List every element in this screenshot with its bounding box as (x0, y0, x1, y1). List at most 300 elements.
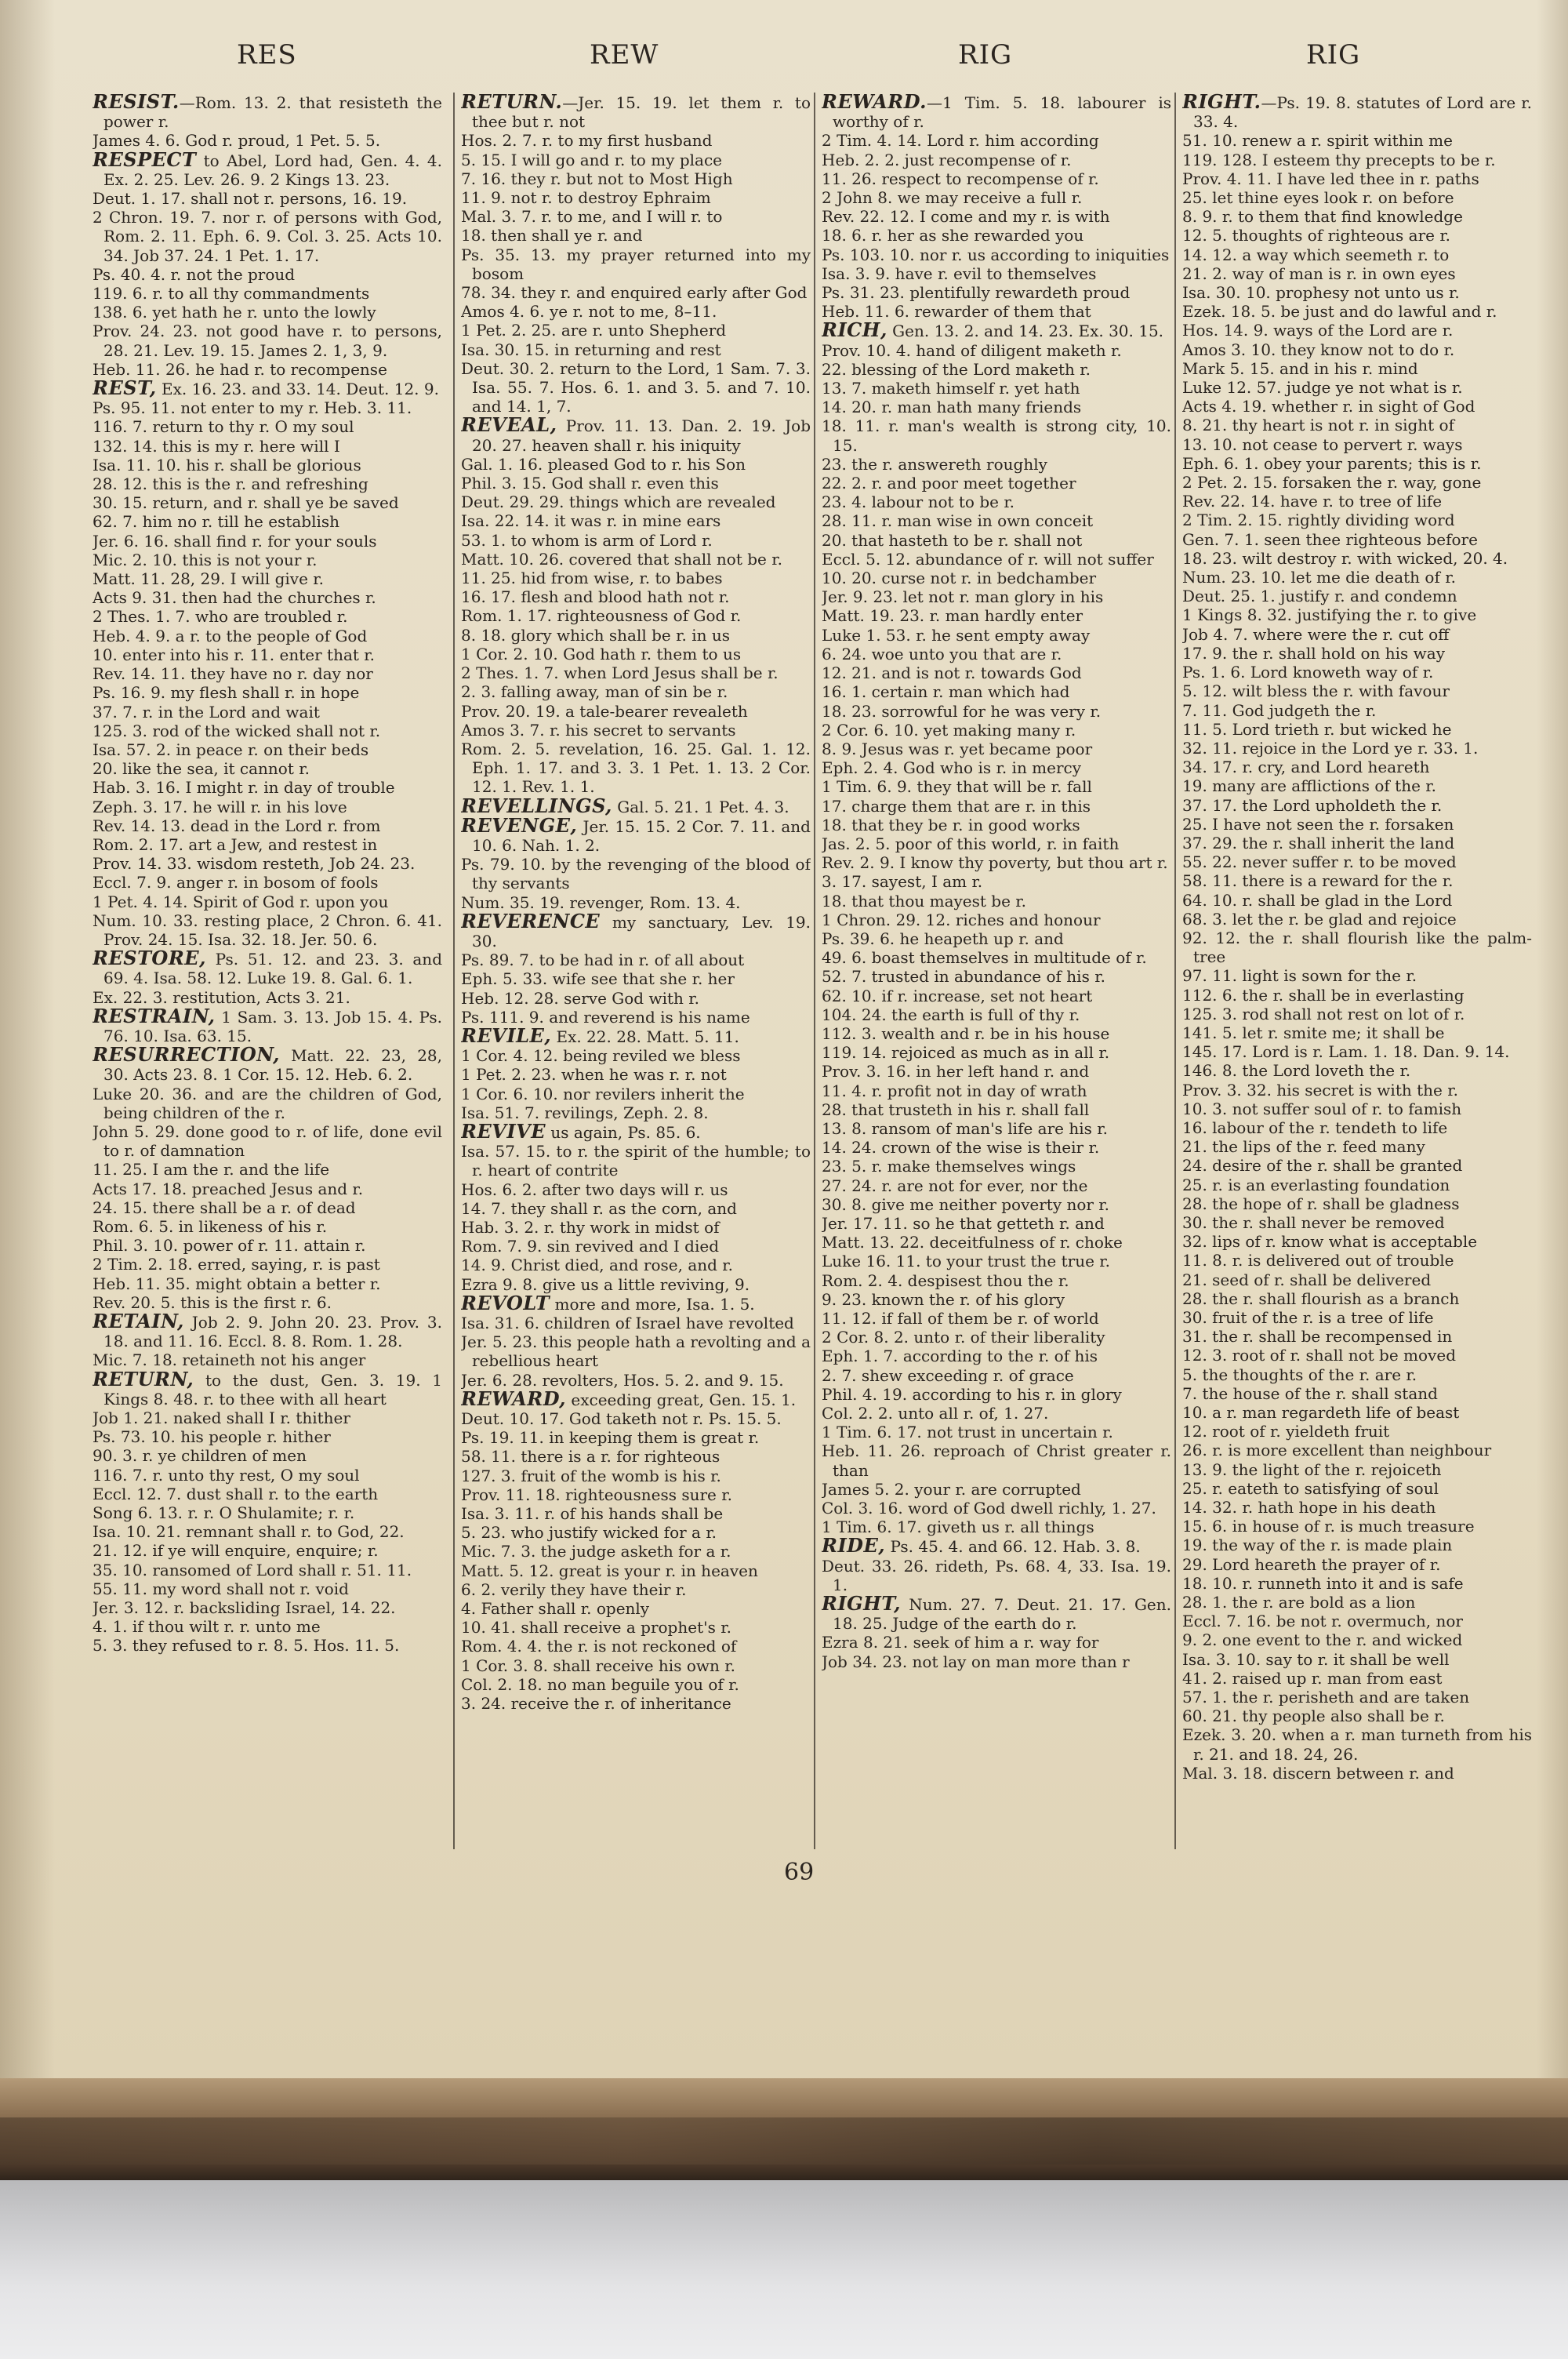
entry-text: Heb. 12. 28. serve God with r. (461, 988, 699, 1008)
entry-text: 11. 25. I am the r. and the life (93, 1160, 330, 1180)
reference-line (1182, 776, 1532, 795)
entry-text: 18. that they be r. in good works (822, 815, 1080, 834)
reference-line (822, 1633, 1171, 1652)
headword: RESTRAIN, (93, 1004, 216, 1027)
reference-line (822, 169, 1171, 188)
reference-line (1182, 891, 1532, 910)
entry-text: Ex. 22. 28. Matt. 5. 11. (551, 1027, 739, 1046)
entry-text: 119. 6. r. to all thy commandments (93, 284, 370, 304)
entry-text: Jas. 2. 5. poor of this world, r. in faith (822, 834, 1120, 853)
entry-text: 14. 9. Christ died, and rose, and r. (461, 1256, 734, 1275)
reference-line (1182, 302, 1532, 321)
reference-line (1182, 1176, 1532, 1194)
entry-text: Rom. 2. 4. despisest thou the r. (822, 1270, 1069, 1290)
entry-text: Prov. 4. 11. I have led thee in r. paths (1182, 169, 1479, 188)
entry-text: Eccl. 7. 16. be not r. overmuch, nor (1182, 1612, 1463, 1631)
entry-text: 21. 2. way of man is r. in own eyes (1182, 264, 1456, 283)
entry-text: 2 Tim. 2. 18. erred, saying, r. is past (93, 1255, 380, 1274)
entry-text: 6. 2. verily they have their r. (461, 1579, 687, 1599)
reference-line (93, 189, 442, 208)
reference-line (822, 188, 1171, 207)
reference-line (822, 1233, 1171, 1252)
entry-text: Rom. 1. 17. righteousness of God r. (461, 606, 742, 626)
entry-text: 11. 8. r. is delivered out of trouble (1182, 1251, 1454, 1270)
entry-text: Luke 16. 11. to your trust the true r. (822, 1252, 1111, 1271)
entry-text: 18. 11. r. man's wealth is strong city, 10. 15. (822, 416, 1171, 455)
reference-line (1182, 1194, 1532, 1213)
entry-text: 14. 20. r. man hath many friends (822, 398, 1082, 417)
reference-line (1182, 226, 1532, 245)
reference-line (461, 645, 811, 663)
reference-line (461, 188, 811, 207)
reference-line (461, 226, 811, 245)
entry-text: Ezek. 18. 5. be just and do lawful and r. (1182, 302, 1497, 322)
reference-line (461, 1467, 811, 1485)
entry-text: 90. 3. r. ye children of men (93, 1446, 307, 1466)
reference-line (461, 302, 811, 321)
reference-line (93, 607, 442, 626)
reference-line (1182, 1725, 1532, 1763)
entry-text: Isa. 57. 2. in peace r. on their beds (93, 740, 369, 759)
reference-line (93, 873, 442, 892)
entry-text: 62. 7. him no r. till he establish (93, 512, 340, 532)
entry-text: 10. 20. curse not r. in bedchamber (822, 569, 1097, 588)
reference-line (1182, 1403, 1532, 1422)
entry-text: Matt. 22. 23, 28, 30. Acts 23. 8. 1 Cor. 15. 12. Heb. 6. 2. (103, 1046, 442, 1085)
entry-text: 132. 14. this is my r. here will I (93, 436, 340, 456)
reference-line (461, 1085, 811, 1103)
entry-text: Ex. 16. 23. and 33. 14. Deut. 12. 9. (156, 380, 439, 399)
reference-line (822, 474, 1171, 493)
reference-line (822, 740, 1171, 758)
entry-text: 1 Chron. 29. 12. riches and honour (822, 910, 1101, 929)
entry-text: 7. 16. they r. but not to Most High (461, 169, 733, 188)
reference-line (461, 989, 811, 1008)
entry-text: Ps. 16. 9. my flesh shall r. in hope (93, 683, 360, 703)
entry-text: 25. r. is an everlasting foundation (1182, 1175, 1450, 1194)
entry-text: 119. 128. I esteem thy precepts to be r. (1182, 150, 1496, 169)
reference-line (1182, 568, 1532, 587)
reference-line (461, 1580, 811, 1599)
reference-line (93, 417, 442, 436)
entry-text: 24. desire of the r. shall be granted (1182, 1156, 1463, 1176)
entry-text: Ex. 22. 3. restitution, Acts 3. 21. (93, 987, 350, 1007)
entry-text: 64. 10. r. shall be glad in the Lord (1182, 890, 1453, 910)
entry-text: 19. many are afflictions of the r. (1182, 776, 1437, 796)
reference-line (93, 1180, 442, 1198)
headword: RIDE, (822, 1534, 886, 1558)
column-rule (453, 93, 455, 1849)
entry-text: 116. 7. return to thy r. O my soul (93, 417, 354, 437)
reference-line (461, 283, 811, 302)
entry-text: Heb. 4. 9. a r. to the people of God (93, 626, 368, 645)
entry-text: Matt. 11. 28, 29. I will give r. (93, 569, 325, 589)
entry-text: to Abel, Lord had, Gen. 4. 4. Ex. 2. 25. Lev. 26. 9. 2 Kings 13. 23. (103, 151, 442, 189)
reference-line (1182, 1764, 1532, 1783)
entry-text: Rom. 7. 9. sin revived and I died (461, 1237, 720, 1256)
entry-text: Matt. 19. 23. r. man hardly enter (822, 606, 1083, 626)
headword: REVILE, (461, 1023, 552, 1047)
reference-line (822, 721, 1171, 740)
entry-text: Job 1. 21. naked shall I r. thither (93, 1408, 350, 1428)
headword: RETURN, (93, 1367, 194, 1390)
reference-line (461, 1409, 811, 1428)
entry-text: 68. 3. let the r. be glad and rejoice (1182, 909, 1457, 929)
entry-text: 138. 6. yet hath he r. unto the lowly (93, 303, 376, 322)
headword-entry (461, 1119, 811, 1143)
reference-line (1182, 1289, 1532, 1308)
entry-text: Prov. 24. 23. not good have r. to persons, 28. 21. Lev. 19. 15. James 2. 1, 3, 9. (93, 322, 442, 360)
entry-text: 2 John 8. we may receive a full r. (822, 188, 1083, 208)
headword: RETAIN, (93, 1310, 184, 1332)
entry-text: Ps. 35. 13. my prayer returned into my bosom (461, 245, 811, 283)
entry-text: 12. root of r. yieldeth fruit (1182, 1422, 1390, 1441)
entry-text: Ezek. 3. 20. when a r. man turneth from his r. 21. and 18. 24, 26. (1182, 1725, 1532, 1764)
entry-text: Jer. 5. 23. this people hath a revolting and a rebellious heart (461, 1332, 811, 1371)
reference-line (1182, 1422, 1532, 1441)
entry-text: 15. 6. in house of r. is much treasure (1182, 1517, 1475, 1536)
entry-text: 3. 24. receive the r. of inheritance (461, 1694, 731, 1714)
reference-line (1182, 1346, 1532, 1365)
reference-line (822, 1100, 1171, 1119)
reference-line (461, 1332, 811, 1370)
reference-line (93, 1466, 442, 1485)
reference-line (822, 626, 1171, 645)
reference-line (1182, 1479, 1532, 1498)
reference-line (1182, 1270, 1532, 1289)
reference-line (822, 151, 1171, 169)
entry-text: 30. fruit of the r. is a tree of life (1182, 1308, 1434, 1327)
reference-line (822, 1328, 1171, 1347)
entry-text: Phil. 3. 15. God shall r. even this (461, 474, 719, 493)
entry-text: 14. 7. they shall r. as the corn, and (461, 1198, 737, 1218)
entry-text: 5. the thoughts of the r. are r. (1182, 1365, 1417, 1384)
entry-text: 11. 25. hid from wise, r. to babes (461, 569, 723, 588)
entry-text: Col. 2. 18. no man beguile you of r. (461, 1674, 739, 1694)
entry-text: 20. that hasteth to be r. shall not (822, 530, 1083, 550)
entry-text: Deut. 25. 1. justify r. and condemn (1182, 587, 1457, 606)
reference-line (1182, 1650, 1532, 1669)
entry-text: 8. 21. thy heart is not r. in sight of (1182, 416, 1455, 435)
entry-text: Prov. 11. 13. Dan. 2. 19. Job 20. 27. heaven shall r. his iniquity (472, 416, 811, 455)
reference-line (93, 1217, 442, 1236)
reference-line (93, 798, 442, 816)
entry-text: 60. 21. thy people also shall be r. (1182, 1707, 1445, 1726)
entry-text: Heb. 2. 2. just recompense of r. (822, 150, 1072, 169)
entry-text: 11. 26. respect to recompense of r. (822, 169, 1099, 188)
headword-entry (822, 93, 1171, 131)
reference-line (822, 455, 1171, 474)
reference-line (822, 1404, 1171, 1423)
entry-text: 29. Lord heareth the prayer of r. (1182, 1554, 1441, 1574)
reference-line (1182, 207, 1532, 226)
reference-line (461, 663, 811, 682)
reference-line (1182, 283, 1532, 302)
page-edge-shadow (1537, 0, 1568, 2078)
reference-line (461, 1256, 811, 1274)
entry-text: 145. 17. Lord is r. Lam. 1. 18. Dan. 9. 14. (1182, 1042, 1510, 1062)
entry-text: 2 Tim. 2. 15. rightly dividing word (1182, 511, 1455, 530)
reference-line (822, 777, 1171, 796)
entry-text: 4. Father shall r. openly (461, 1599, 650, 1619)
reference-line (1182, 378, 1532, 397)
running-head-3: RIG (958, 39, 1013, 71)
entry-text: 27. 24. r. are not for ever, nor the (822, 1176, 1088, 1195)
entry-text: 5. 3. they refused to r. 8. 5. Hos. 11. 5. (93, 1636, 400, 1656)
reference-line (461, 1561, 811, 1580)
entry-text: Ps. 39. 6. he heapeth up r. and (822, 929, 1064, 948)
entry-text: 11. 12. if fall of them be r. of world (822, 1309, 1099, 1328)
reference-line (822, 1252, 1171, 1270)
entry-text: Isa. 57. 15. to r. the spirit of the humble; to r. heart of contrite (461, 1142, 811, 1180)
reference-line (822, 1423, 1171, 1441)
entry-text: Eph. 2. 4. God who is r. in mercy (822, 758, 1082, 778)
entry-text: 11. 9. not r. to destroy Ephraim (461, 188, 711, 208)
reference-line (461, 702, 811, 721)
entry-text: Rev. 22. 14. have r. to tree of life (1182, 492, 1443, 511)
entry-text: 22. blessing of the Lord maketh r. (822, 359, 1091, 379)
reference-line (1182, 473, 1532, 492)
reference-line (461, 321, 811, 340)
reference-line (1182, 264, 1532, 283)
entry-text: Prov. 20. 19. a tale-bearer revealeth (461, 701, 748, 721)
reference-line (1182, 1308, 1532, 1327)
headword: REVENGE, (461, 813, 578, 837)
reference-line (822, 550, 1171, 569)
reference-line (1182, 605, 1532, 624)
entry-text: Rev. 2. 9. I know thy poverty, but thou art r. (822, 853, 1168, 873)
entry-text: Job 34. 23. not lay on man more than r (822, 1652, 1130, 1671)
headword-entry (461, 1291, 811, 1314)
reference-line (822, 816, 1171, 834)
reference-line (461, 969, 811, 988)
reference-line (1182, 1118, 1532, 1137)
headword: RESPECT (93, 147, 197, 171)
entry-text: 1 Tim. 6. 9. they that will be r. fall (822, 777, 1092, 797)
reference-line (1182, 1441, 1532, 1459)
entry-text: Matt. 10. 26. covered that shall not be r. (461, 549, 782, 569)
headword: RESIST. (93, 93, 180, 113)
headword-entry (93, 147, 442, 189)
page-number: 69 (784, 1859, 815, 1886)
reference-line (93, 208, 442, 265)
entry-text: Prov. 3. 16. in her left hand r. and (822, 1062, 1090, 1081)
entry-text: Num. 27. 7. Deut. 21. 17. Gen. 18. 25. Judge of the earth do r. (833, 1595, 1171, 1634)
entry-text: Deut. 30. 2. return to the Lord, 1 Sam. 7. 3. Isa. 55. 7. Hos. 6. 1. and 3. 5. and 7. 10. and 14. 1, 7. (461, 358, 811, 416)
headword-entry (93, 1312, 442, 1350)
entry-text: 21. seed of r. shall be delivered (1182, 1270, 1432, 1289)
reference-line (822, 226, 1171, 245)
background-surface (0, 2180, 1568, 2359)
entry-text: Prov. 10. 4. hand of diligent maketh r. (822, 340, 1122, 360)
entry-text: 17. 9. the r. shall hold on his way (1182, 643, 1446, 663)
entry-text: Deut. 1. 17. shall not r. persons, 16. 19. (93, 189, 408, 209)
reference-line (1182, 1081, 1532, 1100)
entry-text: to the dust, Gen. 3. 19. 1 Kings 8. 48. r. to thee with all heart (103, 1370, 442, 1408)
entry-text: 16. 17. flesh and blood hath not r. (461, 587, 730, 607)
entry-text: 58. 11. there is a reward for the r. (1182, 871, 1454, 891)
reference-line (93, 1636, 442, 1655)
entry-text: 41. 2. raised up r. man from east (1182, 1668, 1443, 1688)
entry-text: 1 Cor. 4. 12. being reviled we bless (461, 1046, 741, 1066)
reference-line (1182, 1688, 1532, 1707)
reference-line (93, 588, 442, 607)
reference-line (822, 682, 1171, 701)
entry-text: 28. that trusteth in his r. shall fall (822, 1100, 1090, 1119)
entry-text: Ps. 95. 11. not enter to my r. Heb. 3. 11. (93, 398, 412, 418)
entry-text: Heb. 11. 6. rewarder of them that (822, 302, 1091, 322)
entry-text: Hos. 6. 2. after two days will r. us (461, 1180, 728, 1199)
headword: RICH, (822, 318, 887, 342)
reference-line (93, 1085, 442, 1122)
entry-text: Deut. 29. 29. things which are revealed (461, 493, 776, 512)
entry-text: Ps. 40. 4. r. not the proud (93, 264, 296, 284)
reference-line (1182, 549, 1532, 568)
entry-text: 21. 12. if ye will enquire, enquire; r. (93, 1541, 379, 1561)
entry-text: 2 Thes. 1. 7. who are troubled r. (93, 607, 348, 627)
entry-text: Job 2. 9. John 20. 23. Prov. 3. 18. and 11. 16. Eccl. 8. 8. Rom. 1. 28. (103, 1313, 442, 1351)
reference-line (461, 151, 811, 169)
reference-line (461, 1656, 811, 1675)
entry-text: Isa. 11. 10. his r. shall be glorious (93, 455, 361, 474)
reference-line (461, 359, 811, 416)
reference-line (461, 1599, 811, 1618)
entry-text: Heb. 11. 26. he had r. to recompense (93, 359, 387, 379)
reference-line (93, 1541, 442, 1560)
concordance-columns (93, 93, 1532, 1857)
reference-line (1182, 359, 1532, 378)
reference-line (461, 1504, 811, 1523)
reference-line (1182, 1327, 1532, 1346)
reference-line (93, 722, 442, 740)
entry-text: Luke 12. 57. judge ye not what is r. (1182, 378, 1463, 398)
entry-text: 12. 21. and is not r. towards God (822, 663, 1082, 683)
reference-line (461, 1218, 811, 1237)
reference-line (822, 245, 1171, 264)
headword: REST, (93, 376, 157, 400)
reference-line (822, 398, 1171, 416)
headword-entry (461, 909, 811, 951)
entry-text: Hab. 3. 2. r. thy work in midst of (461, 1217, 720, 1237)
entry-text: Acts 17. 18. preached Jesus and r. (93, 1179, 364, 1198)
entry-text: Isa. 3. 9. have r. evil to themselves (822, 264, 1097, 283)
entry-text: Rev. 14. 13. dead in the Lord r. from (93, 816, 381, 835)
reference-line (822, 131, 1171, 150)
entry-text: Isa. 30. 10. prophesy not unto us r. (1182, 283, 1460, 303)
entry-text: Luke 20. 36. and are the children of God, being children of the r. (93, 1084, 442, 1122)
entry-text: Eph. 1. 7. according to the r. of his (822, 1347, 1098, 1366)
headword-entry (461, 1023, 811, 1047)
reference-line (93, 322, 442, 359)
entry-text: 1 Tim. 6. 17. not trust in uncertain r. (822, 1423, 1113, 1442)
entry-text: 141. 5. let r. smite me; it shall be (1182, 1023, 1445, 1042)
reference-line (1182, 1251, 1532, 1270)
reference-line (1182, 1100, 1532, 1118)
headword-entry (93, 1045, 442, 1084)
entry-text: Gal. 5. 21. 1 Pet. 4. 3. (612, 797, 789, 816)
reference-line (822, 1157, 1171, 1176)
entry-text: 28. the r. shall flourish as a branch (1182, 1289, 1460, 1308)
reference-line (1182, 416, 1532, 434)
reference-line (1182, 1365, 1532, 1384)
entry-text: 92. 12. the r. shall flourish like the palm-tree (1182, 928, 1532, 967)
entry-text: Ps. 111. 9. and reverend is his name (461, 1007, 750, 1027)
reference-line (822, 1366, 1171, 1385)
reference-line (1182, 321, 1532, 340)
entry-text: 16. 1. certain r. man which had (822, 682, 1070, 702)
reference-line (1182, 739, 1532, 758)
entry-text: 30. the r. shall never be removed (1182, 1212, 1445, 1232)
reference-line (461, 550, 811, 569)
entry-text: 5. 23. who justify wicked for a r. (461, 1523, 717, 1543)
reference-line (93, 284, 442, 303)
entry-text: Isa. 22. 14. it was r. in mine ears (461, 511, 721, 531)
reference-line (1182, 682, 1532, 700)
reference-line (1182, 1156, 1532, 1175)
entry-text: 24. 15. there shall be a r. of dead (93, 1198, 356, 1217)
headword: RIGHT. (1182, 93, 1261, 113)
entry-text: Ps. 51. 12. and 23. 3. and 69. 4. Isa. 58. 12. Luke 19. 8. Gal. 6. 1. (103, 950, 442, 988)
entry-text: 127. 3. fruit of the womb is his r. (461, 1466, 721, 1485)
reference-line (461, 131, 811, 150)
reference-line (1182, 966, 1532, 985)
reference-line (93, 265, 442, 284)
entry-text: 25. I have not seen the r. forsaken (1182, 814, 1454, 834)
reference-line (1182, 910, 1532, 929)
column-rule (1174, 93, 1176, 1849)
entry-text: 112. 3. wealth and r. be in his house (822, 1023, 1110, 1043)
reference-line (461, 1675, 811, 1694)
reference-line (93, 703, 442, 722)
entry-text: 6. 24. woe unto you that are r. (822, 644, 1062, 663)
reference-line (1182, 1669, 1532, 1688)
entry-text: 18. 23. sorrowful for he was very r. (822, 701, 1102, 721)
entry-text: Mic. 7. 18. retaineth not his anger (93, 1350, 366, 1370)
entry-text: —Ps. 19. 8. statutes of Lord are r. 33. 4. (1193, 93, 1532, 132)
entry-text: Isa. 10. 21. remnant shall r. to God, 22. (93, 1522, 405, 1542)
entry-text: 2 Cor. 8. 2. unto r. of their liberality (822, 1328, 1105, 1347)
reference-line (1182, 796, 1532, 815)
reference-line (1182, 397, 1532, 416)
entry-text: Jer. 17. 11. so he that getteth r. and (822, 1213, 1105, 1233)
entry-text: 18. then shall ye r. and (461, 226, 643, 245)
entry-text: Jer. 6. 28. revolters, Hos. 5. 2. and 9. 15. (461, 1370, 784, 1390)
entry-text: Ps. 45. 4. and 66. 12. Hab. 3. 8. (885, 1537, 1141, 1557)
headword-entry (1182, 93, 1532, 131)
reference-line (1182, 1061, 1532, 1080)
entry-text: Col. 2. 2. unto all r. of, 1. 27. (822, 1404, 1049, 1423)
reference-line (1182, 986, 1532, 1005)
reference-line (461, 626, 811, 645)
entry-text: Deut. 33. 26. rideth, Ps. 68. 4, 33. Isa. 19. 1. (822, 1556, 1171, 1594)
reference-line (93, 398, 442, 417)
reference-line (93, 664, 442, 683)
entry-text: Rev. 20. 5. this is the first r. 6. (93, 1292, 332, 1312)
headword: REVEAL, (461, 413, 557, 437)
reference-line (822, 1480, 1171, 1499)
entry-text: Amos 3. 10. they know not to do r. (1182, 340, 1455, 359)
reference-line (93, 303, 442, 322)
entry-text: Num. 35. 19. revenger, Rom. 13. 4. (461, 892, 741, 912)
entry-text: Hab. 3. 16. I might r. in day of trouble (93, 778, 395, 798)
reference-line (1182, 435, 1532, 454)
entry-text: 32. 11. rejoice in the Lord ye r. 33. 1. (1182, 738, 1479, 758)
reference-line (1182, 852, 1532, 871)
reference-line (822, 1138, 1171, 1157)
entry-text: 9. 2. one event to the r. and wicked (1182, 1630, 1463, 1650)
entry-text: 23. 4. labour not to be r. (822, 493, 1015, 512)
headword-entry (93, 93, 442, 131)
